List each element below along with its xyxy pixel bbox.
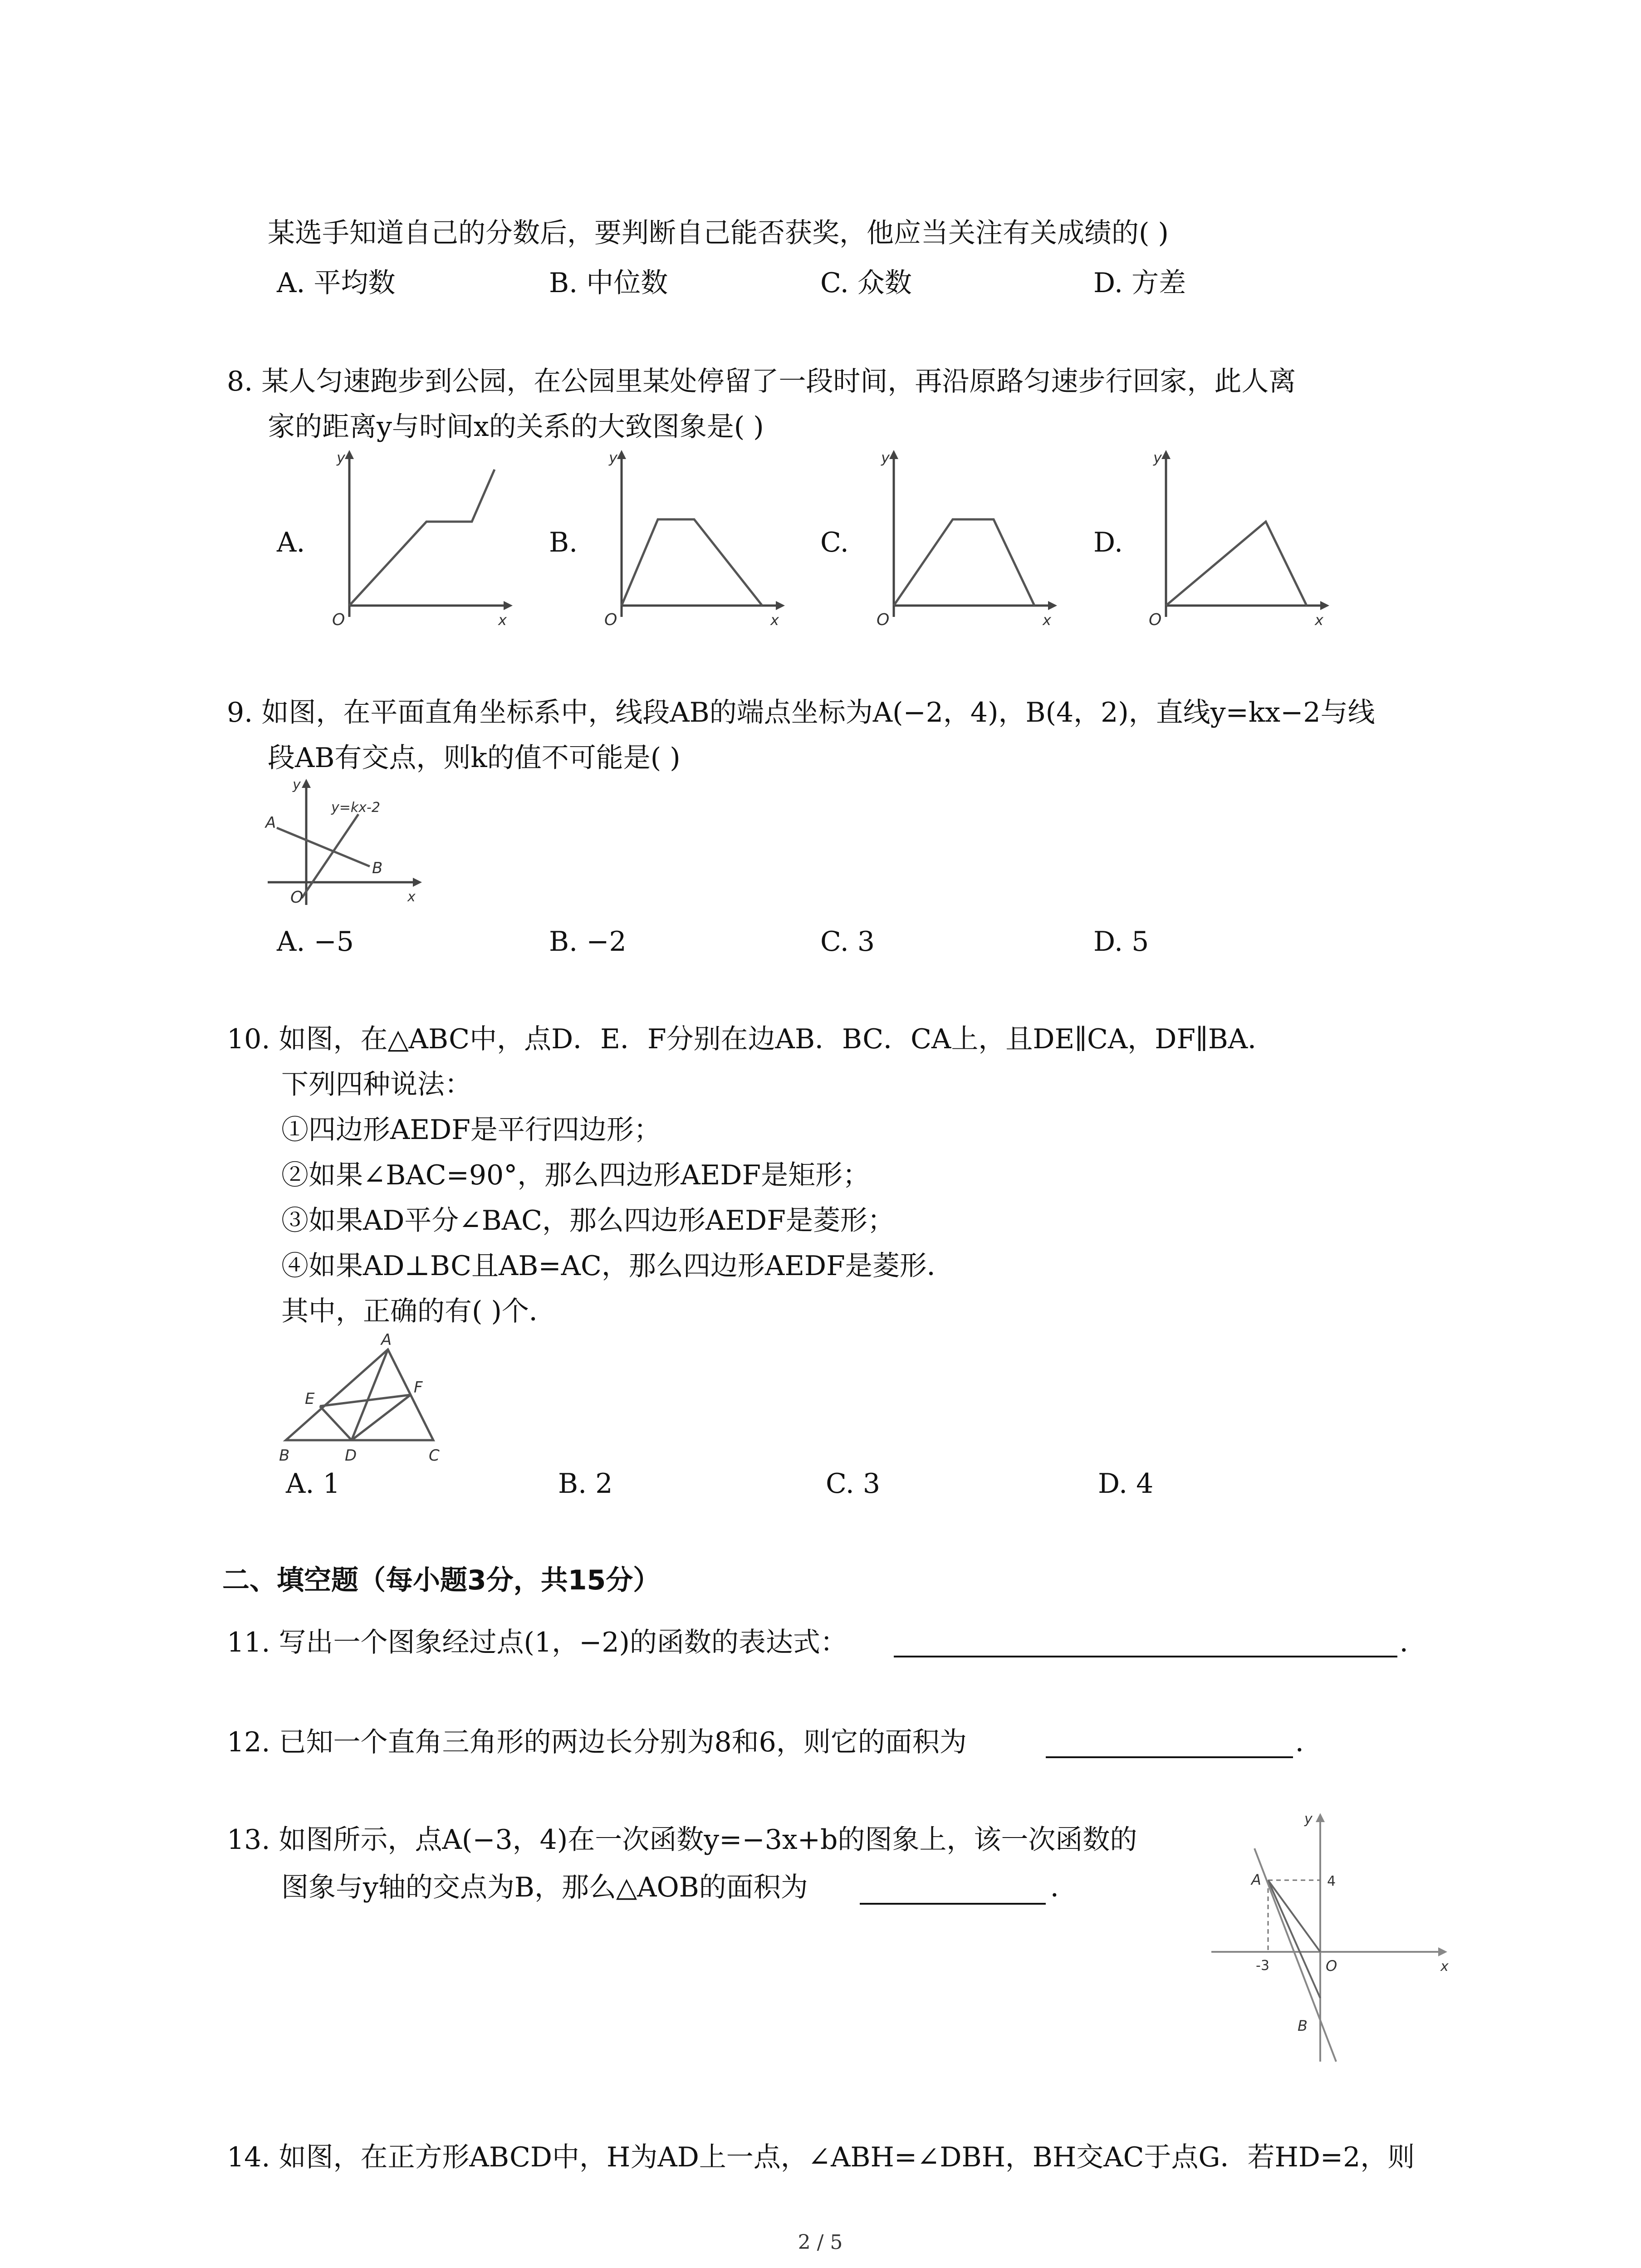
q8-d-y-label: y <box>1153 449 1162 466</box>
q13-point-a: A <box>1251 1871 1261 1888</box>
q9-option-d: D. 5 <box>1093 926 1149 958</box>
q7-option-a: A. 平均数 <box>277 267 396 299</box>
q11-period: ． <box>1400 1627 1427 1658</box>
page-number: 2 / 5 <box>798 2231 843 2254</box>
q10-label-d: D <box>345 1447 357 1465</box>
q9-origin: O <box>290 888 304 907</box>
q10-statement-1: ①四边形AEDF是平行四边形； <box>281 1114 661 1146</box>
q8-line2: 家的距离y与时间x的关系的大致图象是( ) <box>268 411 764 443</box>
q10-label-c: C <box>429 1447 440 1465</box>
q10-line1: 10. 如图，在△ABC中，点D．E．F分别在边AB．BC．CA上，且DE∥CA，DF∥BA． <box>227 1023 1275 1055</box>
q8-option-c: C. <box>820 527 849 558</box>
q9-point-b: B <box>372 859 383 877</box>
q13-tick-neg3: -3 <box>1256 1958 1269 1974</box>
q13-line2: 图象与y轴的交点为B，那么△AOB的面积为 <box>281 1872 808 1903</box>
q8-d-x-label: x <box>1315 611 1323 629</box>
q10-label-a: A <box>381 1331 392 1349</box>
q9-point-a: A <box>265 814 276 832</box>
q13-answer-blank[interactable] <box>860 1903 1046 1905</box>
q10-statement-3: ③如果AD平分∠BAC，那么四边形AEDF是菱形； <box>281 1205 895 1237</box>
q7-option-c: C. 众数 <box>820 267 912 299</box>
q10-statement-2: ②如果∠BAC=90°，那么四边形AEDF是矩形； <box>281 1159 870 1191</box>
q9-line-label: y=kx-2 <box>331 800 380 816</box>
q9-option-c: C. 3 <box>820 926 875 958</box>
q10-label-e: E <box>305 1390 315 1408</box>
q10-option-d: D. 4 <box>1098 1468 1154 1500</box>
q10-option-b: B. 2 <box>558 1468 613 1500</box>
q13-line1: 13. 如图所示，点A(−3，4)在一次函数y=−3x+b的图象上，该一次函数的 <box>227 1824 1137 1856</box>
q8-graph-d <box>1130 449 1329 631</box>
q8-b-x-label: x <box>770 611 779 629</box>
q9-line2: 段AB有交点，则k的值不可能是( ) <box>268 742 681 774</box>
q13-y-label: y <box>1304 1811 1313 1827</box>
q7-option-d: D. 方差 <box>1093 267 1186 299</box>
q10-triangle-figure <box>272 1331 467 1463</box>
q8-c-y-label: y <box>881 449 890 466</box>
q9-y-label: y <box>293 777 301 793</box>
q8-b-origin: O <box>604 611 617 629</box>
q10-statement-4: ④如果AD⊥BC且AB=AC，那么四边形AEDF是菱形． <box>281 1250 954 1282</box>
q11-text: 11. 写出一个图象经过点(1，−2)的函数的表达式： <box>227 1627 847 1658</box>
section-2-heading: 二、填空题（每小题3分，共15分） <box>222 1564 661 1596</box>
q8-b-y-label: y <box>609 449 617 466</box>
q8-a-x-label: x <box>498 611 507 629</box>
q13-tick-4: 4 <box>1327 1873 1336 1889</box>
q8-c-x-label: x <box>1043 611 1051 629</box>
q8-a-y-label: y <box>337 449 345 466</box>
q12-text: 12. 已知一个直角三角形的两边长分别为8和6，则它的面积为 <box>227 1726 967 1758</box>
q8-line1: 8. 某人匀速跑步到公园，在公园里某处停留了一段时间，再沿原路匀速步行回家，此人离 <box>227 366 1296 397</box>
q8-c-origin: O <box>877 611 890 629</box>
q8-graph-b <box>585 449 785 631</box>
q8-option-b: B. <box>549 527 578 558</box>
q10-line2: 下列四种说法： <box>281 1069 472 1100</box>
q10-option-c: C. 3 <box>826 1468 881 1500</box>
q13-period: ． <box>1050 1872 1078 1903</box>
q7-option-b: B. 中位数 <box>549 267 668 299</box>
q9-figure <box>263 773 426 914</box>
q10-label-b: B <box>279 1447 290 1465</box>
q12-period: ． <box>1295 1726 1323 1758</box>
q9-option-a: A. −5 <box>277 926 354 958</box>
q9-line1: 9. 如图，在平面直角坐标系中，线段AB的端点坐标为A(−2，4)，B(4，2)，直线y=kx−2与线 <box>227 697 1375 728</box>
q10-question: 其中，正确的有( )个． <box>281 1295 556 1327</box>
q9-option-b: B. −2 <box>549 926 627 958</box>
q13-origin: O <box>1326 1957 1337 1975</box>
q13-point-b: B <box>1298 2017 1308 2034</box>
q14-text: 14. 如图，在正方形ABCD中，H为AD上一点，∠ABH=∠DBH，BH交AC于点G．若HD=2，则 <box>227 2141 1415 2173</box>
q8-option-d: D. <box>1093 527 1123 558</box>
q8-option-a: A. <box>277 527 305 558</box>
q9-x-label: x <box>407 889 416 905</box>
q10-label-f: F <box>414 1378 423 1397</box>
q8-d-origin: O <box>1149 611 1162 629</box>
q13-figure <box>1202 1808 1456 2071</box>
q10-option-a: A. 1 <box>286 1468 340 1500</box>
q11-answer-blank[interactable] <box>894 1656 1397 1657</box>
q13-x-label: x <box>1440 1959 1449 1975</box>
q8-a-origin: O <box>332 611 345 629</box>
q8-graph-a <box>313 449 513 631</box>
q12-answer-blank[interactable] <box>1046 1756 1293 1758</box>
q8-graph-c <box>857 449 1057 631</box>
q7-stem: 某选手知道自己的分数后，要判断自己能否获奖，他应当关注有关成绩的( ) <box>268 217 1169 249</box>
